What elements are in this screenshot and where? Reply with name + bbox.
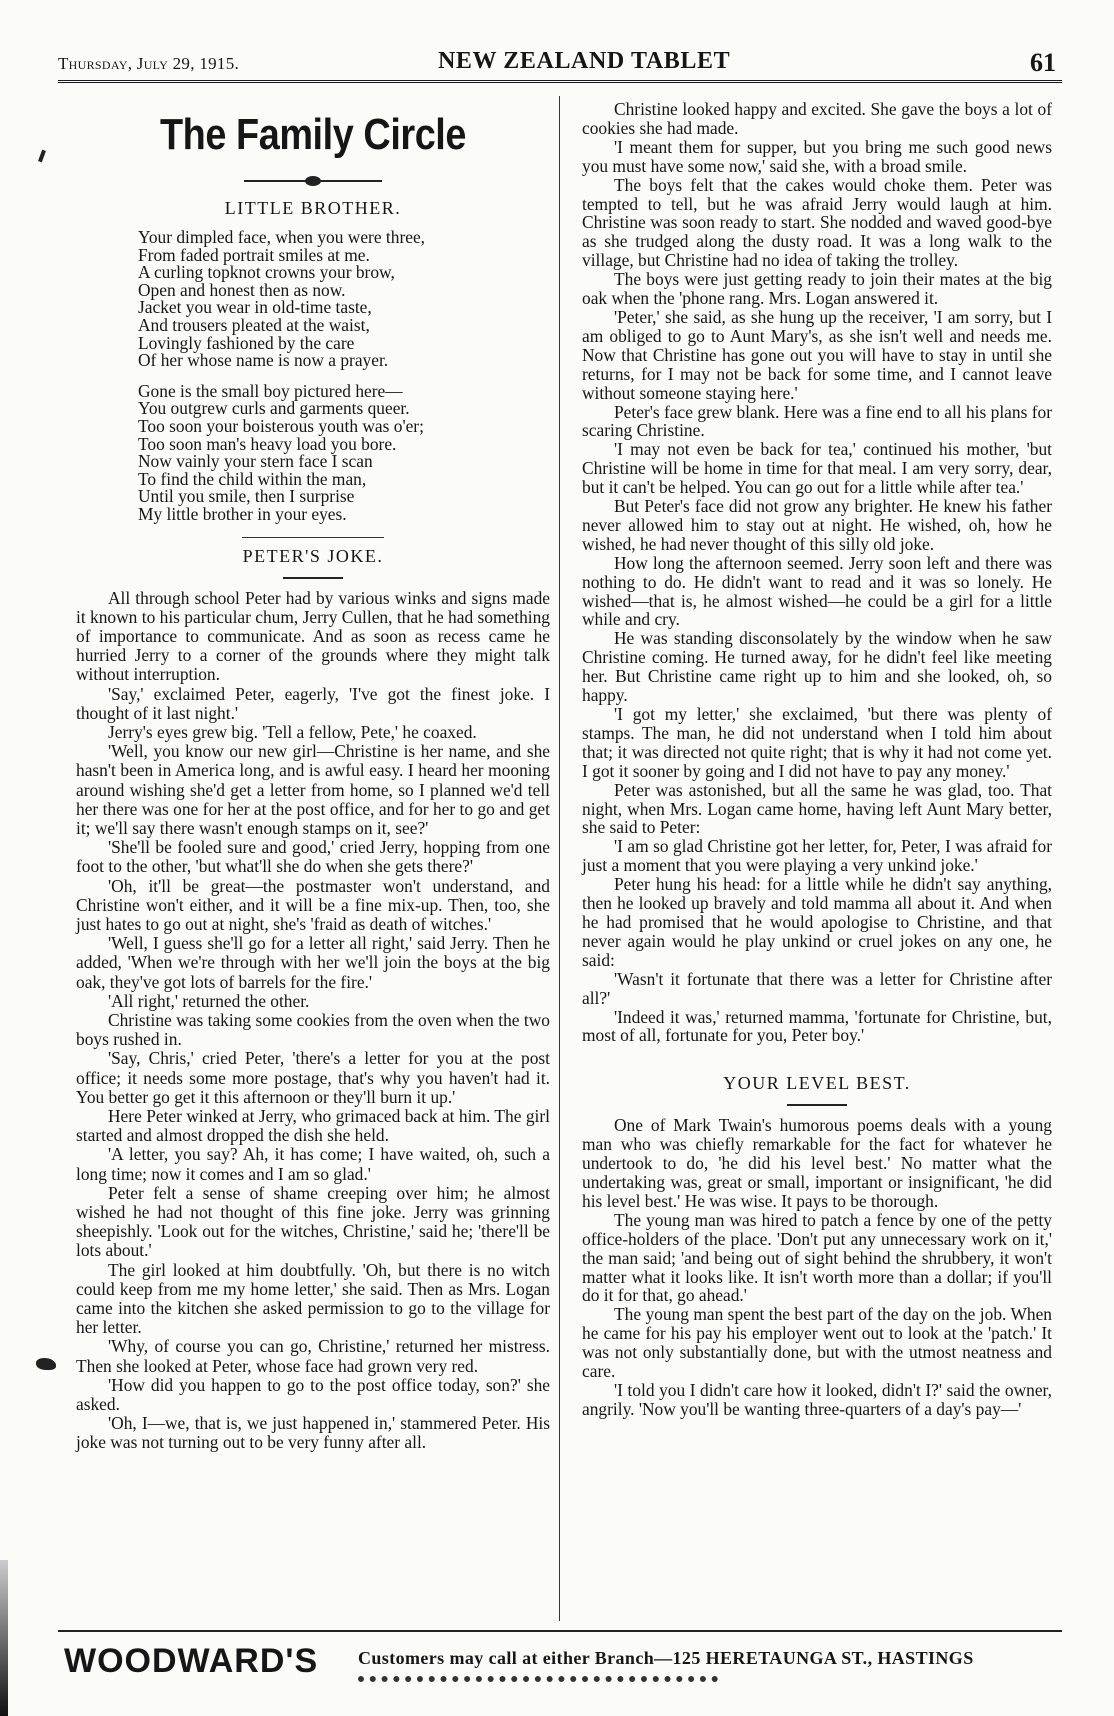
poem-line: Your dimpled face, when you were three, [138,227,426,247]
poem-line: A curling topknot crowns your brow, [138,262,395,283]
page-number: 61 [1030,48,1056,77]
scan-edge [0,1560,8,1716]
poem-line: Now vainly your stern face I scan [138,451,373,472]
footer-rule [58,1630,1062,1632]
title-rule [283,577,343,579]
paragraph: 'Say, Chris,' cried Peter, 'there's a letter for you at the post office; it needs some more postage, that's why you haven't had it. You better go get it this afternoon or they'll burn it up.' [76,1048,550,1107]
title-rule [787,1104,847,1106]
poem-line: Open and honest then as now. [138,279,346,300]
paragraph: Jerry's eyes grew big. 'Tell a fellow, Pete,' he coaxed. [108,721,477,742]
paragraph: The girl looked at him doubtfully. 'Oh, but there is no witch could keep from me my home letter,' she said. Then as Mrs. Logan came into the kitchen she asked permission to go to the village for her letter. [76,1259,550,1338]
poem-line: Too soon your boisterous youth was o'er; [138,415,424,436]
article-text [582,1116,1052,1419]
paragraph: 'I told you I didn't care how it looked, didn't I?' said the owner, angrily. 'Now you'll be wanting three-quarters of a day's pay—' [582,1380,1052,1419]
paragraph: 'Oh, it'll be great—the postmaster won't understand, and Christine won't either, and it will be a fine mix-up. Then, too, she just hates to go out at night, she's 'fraid as death of witches.' [76,875,550,934]
cut-off-text-line [358,1676,718,1682]
paragraph: 'Wasn't it fortunate that there was a letter for Christine after all?' [582,968,1052,1008]
paragraph: The young man spent the best part of the day on the job. When he came for his pay his employer went out to look at the 'patch.' It was not only substantially done, but with the utmost neatness and care. [582,1304,1052,1382]
ink-blot [36,1358,56,1370]
paragraph: 'A letter, you say? Ah, it has come; I have waited, oh, such a long time; now it comes and I am so glad.' [76,1144,550,1184]
header-rule [58,80,1062,83]
paragraph: 'Say,' exclaimed Peter, eagerly, 'I've got the finest joke. I thought of it last night.' [76,683,550,723]
paragraph: How long the afternoon seemed. Jerry soon left and there was nothing to do. He didn't want to read and it was so lonely. He wished—that is, he almost wished—he could be a girl for a little while and cry. [582,552,1052,630]
section-title: The Family Circle [159,110,467,159]
poem-line: Of her whose name is now a prayer. [138,350,389,371]
story-text-right [582,100,1052,1045]
left-column [76,100,550,1453]
article-title: YOUR LEVEL BEST. [723,1073,911,1094]
paragraph: One of Mark Twain's humorous poems deals with a young man who was chiefly remarkable for the fact for whatever he undertook to do, 'he did his level best.' No matter what the undertaking was, great or small, important or insignificant, 'he did his level best.' He was wise. It pays to be thorough. [582,1115,1052,1211]
paragraph: Peter's face grew blank. Here was a fine end to all his plans for scaring Christine. [582,401,1052,441]
poem [138,229,550,524]
poem-line: My little brother in your eyes. [138,503,347,524]
ink-speck [38,150,46,163]
paragraph: The boys felt that the cakes would choke them. Peter was tempted to tell, but he was afraid Jerry would laugh at him. Christine was soon ready to start. She nodded and waved good-bye as she trudged along the dusty road. It was a long walk to the village, but Christine had no idea of taking the trolley. [582,174,1052,271]
poem-stanza [138,380,550,524]
paragraph: 'I may not even be back for tea,' continued his mother, 'but Christine will be home in time for that meal. I am very sorry, dear, but it can't be helped. You can go out for a little while after tea.' [582,439,1052,498]
paragraph: Peter felt a sense of shame creeping over him; he almost wished he had not thought of this fine joke. Jerry was grinning sheepishly. 'Look out for the witches, Christine,' said he; 'there'll be lots about.' [76,1182,550,1261]
paragraph: The young man was hired to patch a fence by one of the petty office-holders of the place. 'Don't put any unnecessary work on it,' the man said; 'and being out of sight behind the shrubbery, it won't matter what it looks like. It isn't worth more than a dollar; if you'll do it for that, go ahead.' [582,1209,1052,1306]
publication-title: NEW ZEALAND TABLET [438,48,731,74]
issue-date: Thursday, July 29, 1915. [58,54,240,73]
advert-branch-text: Customers may call at either Branch—125 HERETAUNGA ST., HASTINGS [358,1648,974,1668]
poem-line: To find the child within the man, [138,468,367,489]
title-ornament [244,176,382,186]
poem-line: From faded portrait smiles at me. [138,244,370,265]
paragraph: 'All right,' returned the other. [108,990,310,1011]
paragraph: Christine was taking some cookies from the oven when the two boys rushed in. [76,1009,550,1050]
paragraph: Peter was astonished, but all the same he was glad, too. That night, when Mrs. Logan came home, having left Aunt Mary better, she said to Peter: [582,779,1052,838]
poem-stanza [138,229,550,370]
advert-banner [58,1642,1062,1686]
poem-title: LITTLE BROTHER. [224,198,402,218]
poem-line: Lovingly fashioned by the care [138,332,355,353]
paragraph: But Peter's face did not grow any brighter. He knew his father never allowed him to stay out at night. He wished, oh, how he wished, he had never thought of this silly old joke. [582,496,1052,554]
poem-line: You outgrew curls and garments queer. [138,398,410,419]
paragraph: 'Why, of course you can go, Christine,' returned her mistress. Then she looked at Peter, whose face had grown very red. [76,1336,550,1376]
poem-line: Gone is the small boy pictured here— [138,380,403,401]
paragraph: 'Well, I guess she'll go for a letter all right,' said Jerry. Then he added, 'When we're through with her we'll join the boys at the big oak, they've got lots of barrels for the fire.' [76,933,550,992]
poem-line: Jacket you wear in old-time taste, [138,297,372,318]
paragraph: Peter hung his head: for a little while he didn't say anything, then he looked up bravely and told mamma all about it. And when he had promised that he would apologise to Christine, and that never again would he play unkind or cruel jokes on any one, he said: [582,874,1052,970]
paragraph: 'I meant them for supper, but you bring me such good news you must have some now,' said she, with a broad smile. [582,136,1052,176]
paragraph: 'I am so glad Christine got her letter, for, Peter, I was afraid for just a moment that you were playing a very unkind joke.' [582,836,1052,876]
running-head [58,46,1062,78]
poem-line: And trousers pleated at the waist, [138,314,370,335]
paragraph: 'Well, you know our new girl—Christine is her name, and she hasn't been in America long, and is awful easy. I heard her mooning around wishing she'd get a letter from home, so I planned we'd tell her there was one for her at the post office, and for her to go and get it; we'll say there wasn't enough stamps on it, see?' [76,741,550,838]
paragraph: 'She'll be fooled sure and good,' cried Jerry, hopping from one foot to the other, 'but what'll she do when she gets there?' [76,837,550,877]
right-column [582,100,1052,1419]
section-rule [242,537,384,538]
paragraph: Here Peter winked at Jerry, who grimaced back at him. The girl started and almost dropped the dish she held. [76,1105,550,1146]
paragraph: All through school Peter had by various winks and signs made it known to his particular chum, Jerry Cullen, that he had something of importance to communicate. And as soon as recess came he hurried Jerry to a corner of the grounds where they might talk without interruption. [76,587,550,685]
story-title: PETER'S JOKE. [242,545,384,566]
paragraph: 'How did you happen to go to the post office today, son?' she asked. [76,1374,550,1415]
paragraph: The boys were just getting ready to join their mates at the big oak when the 'phone rang. Mrs. Logan answered it. [582,269,1052,309]
story-text-left [76,589,550,1453]
paragraph: He was standing disconsolately by the window when he saw Christine coming. He turned away, for he didn't feel like meeting her. But Christine came right up to him and she looked, oh, so happy. [582,628,1052,706]
paragraph: Christine looked happy and excited. She gave the boys a lot of cookies she had made. [582,99,1052,138]
poem-line: Until you smile, then I surprise [138,486,355,507]
advert-brand: WOODWARD'S [64,1642,319,1680]
paragraph: 'Indeed it was,' returned mamma, 'fortunate for Christine, but, most of all, fortunate for you, Peter boy.' [582,1006,1052,1046]
poem-line: Too soon man's heavy load you bore. [138,433,397,454]
paragraph: 'Oh, I—we, that is, we just happened in,' stammered Peter. His joke was not turning out to be very funny after all. [76,1413,550,1453]
paragraph: 'Peter,' she said, as she hung up the receiver, 'I am sorry, but I am obliged to go to Aunt Mary's, as she isn't well and needs me. Now that Christine has gone out you will have to stay in until she returns, for I may not be back for some time, and I cannot leave without someone staying here.' [582,306,1052,403]
column-divider [559,96,560,1621]
paragraph: 'I got my letter,' she exclaimed, 'but there was plenty of stamps. The man, he did not understand when I told him about that; it was directed not quite right; that is why it had not come yet. I got it sooner by going and I did not have to pay any money.' [582,704,1052,781]
